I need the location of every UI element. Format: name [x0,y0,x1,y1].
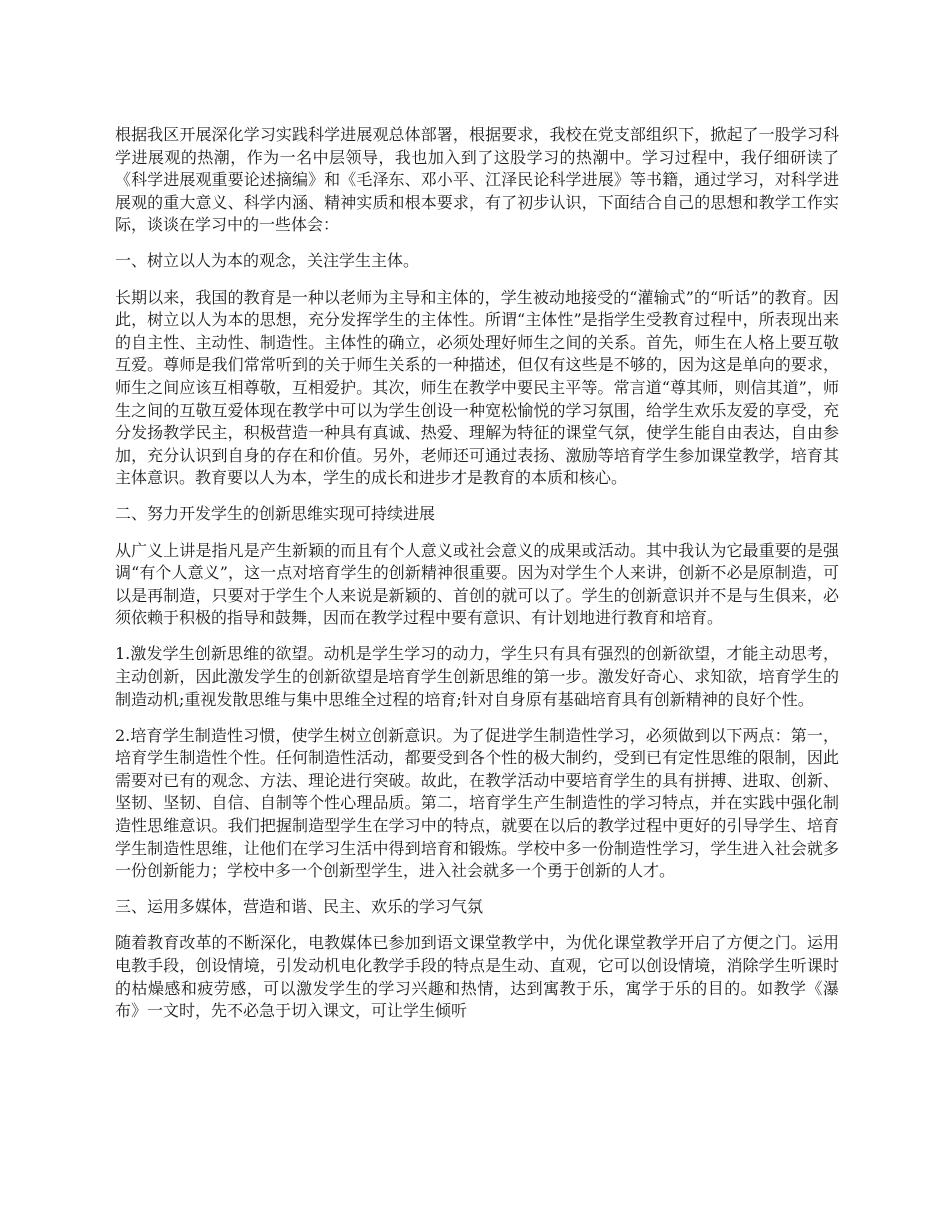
document-page [115,124,839,1036]
section-heading-3: 三、运用多媒体，营造和谐、民主、欢乐的学习气氛 [115,897,484,917]
section-2-paragraph: 从广义上讲是指凡是产生新颖的而且有个人意义或社会意义的成果或活动。其中我认为它最重要的是强调“有个人意义”，这一点对培育学生的创新精神很重要。因为对学生个人来讲，创新不必是原制造，可以是再制造，只要对于学生个人来说是新颖的、首创的就可以了。学生的创新意识并不是与生俱来，必须依赖于积极的指导和鼓舞，因而在教学过程中要有意识、有计划地进行教育和培育。 [115,540,839,628]
section-heading-2: 二、努力开发学生的创新思维实现可持续进展 [115,504,436,524]
section-2-item-1: 1.激发学生创新思维的欲望。动机是学生学习的动力，学生只有具有强烈的创新欲望，才能主动思考，主动创新，因此激发学生的创新欲望是培育学生创新思维的第一步。激发好奇心、求知欲，培育学生的制造动机;重视发散思维与集中思维全过程的培育;针对自身原有基础培育具有创新精神的良好个性。 [115,644,839,709]
section-3-paragraph: 随着教育改革的不断深化，电教媒体已参加到语文课堂教学中，为优化课堂教学开启了方便之门。运用电教手段，创设情境，引发动机电化教学手段的特点是生动、直观，它可以创设情境，消除学生听课时的枯燥感和疲劳感，可以激发学生的学习兴趣和热情，达到寓教于乐，寓学于乐的目的。如教学《瀑布》一文时，先不必急于切入课文，可让学生倾听 [115,933,839,1021]
section-1-paragraph: 长期以来，我国的教育是一种以老师为主导和主体的，学生被动地接受的“灌输式”的“听话”的教育。因此，树立以人为本的思想，充分发挥学生的主体性。所谓“主体性”是指学生受教育过程中，所表现出来的自主性、主动性、制造性。主体性的确立，必须处理好师生之间的关系。首先，师生在人格上要互敬互爱。尊师是我们常常听到的关于师生关系的一种描述，但仅有这些是不够的，因为这是单向的要求，师生之间应该互相尊敬，互相爱护。其次，师生在教学中要民主平等。常言道“尊其师，则信其道”，师生之间的互敬互爱体现在教学中可以为学生创设一种宽松愉悦的学习氛围，给学生欢乐友爱的享受，充分发扬教学民主，积极营造一种具有真诚、热爱、理解为特征的课堂气氛，使学生能自由表达，自由参加，充分认识到自身的存在和价值。另外，老师还可通过表扬、激励等培育学生参加课堂教学，培育其主体意识。教育要以人为本，学生的成长和进步才是教育的本质和核心。 [115,287,839,488]
section-heading-1: 一、树立以人为本的观念，关注学生主体。 [115,251,420,271]
intro-paragraph: 根据我区开展深化学习实践科学进展观总体部署，根据要求，我校在党支部组织下，掀起了一股学习科学进展观的热潮，作为一名中层领导，我也加入到了这股学习的热潮中。学习过程中，我仔细研读了《科学进展观重要论述摘编》和《毛泽东、邓小平、江泽民论科学进展》等书籍，通过学习，对科学进展观的重大意义、科学内涵、精神实质和根本要求，有了初步认识，下面结合自己的思想和教学工作实际，谈谈在学习中的一些体会： [115,125,839,235]
section-2-item-2: 2.培育学生制造性习惯，使学生树立创新意识。为了促进学生制造性学习，必须做到以下两点：第一，培育学生制造性个性。任何制造性活动，都要受到各个性的极大制约，受到已有定性思维的限制，因此需要对已有的观念、方法、理论进行突破。故此，在教学活动中要培育学生的具有拼搏、进取、创新、坚韧、坚韧、自信、自制等个性心理品质。第二，培育学生产生制造性的学习特点，并在实践中强化制造性思维意识。我们把握制造型学生在学习中的特点，就要在以后的教学过程中更好的引导学生、培育学生制造性思维，让他们在学习生活中得到培育和锻炼。学校中多一份制造性学习，学生进入社会就多一份创新能力；学校中多一个创新型学生，进入社会就多一个勇于创新的人才。 [115,725,839,881]
